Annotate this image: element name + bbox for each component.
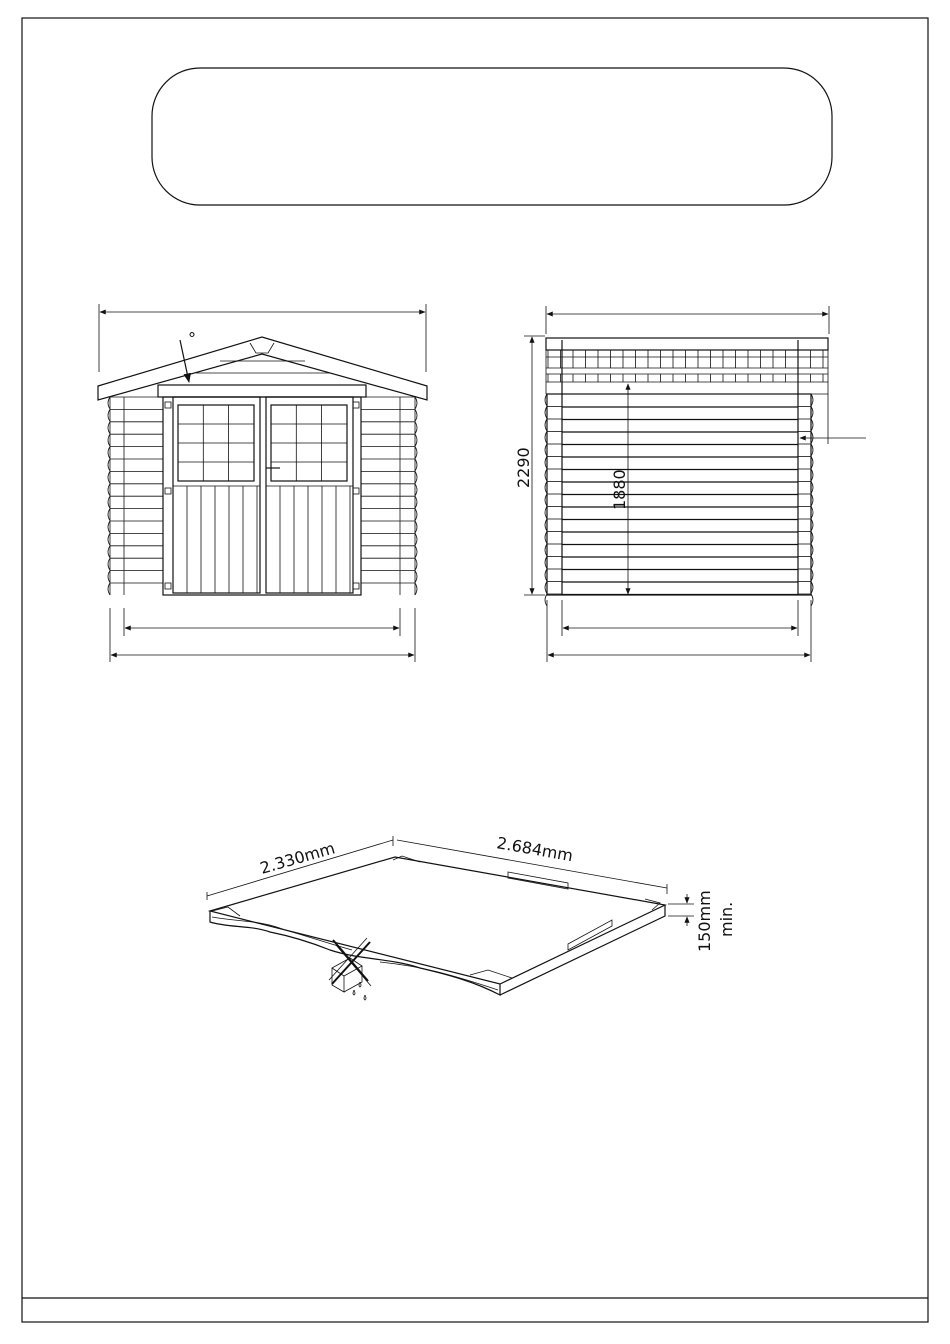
foundation-drawing bbox=[207, 833, 736, 1000]
foundation-width-label: 2.330mm bbox=[257, 838, 338, 878]
side-view-drawing bbox=[514, 306, 866, 662]
hinge-icon bbox=[165, 402, 171, 408]
foundation-depth-label: 2.684mm bbox=[495, 833, 575, 866]
total-height-label: 2290 bbox=[514, 447, 533, 488]
roof-angle-mark: ° bbox=[188, 329, 196, 348]
hinge-icon bbox=[165, 488, 171, 494]
page-border bbox=[22, 18, 928, 1322]
title-box bbox=[152, 68, 832, 205]
hinge-icon bbox=[353, 402, 359, 408]
min-height-label: 150mm bbox=[695, 890, 714, 952]
hinge-icon bbox=[165, 583, 171, 589]
min-height-suffix: min. bbox=[717, 901, 736, 937]
hinge-icon bbox=[353, 488, 359, 494]
hinge-icon bbox=[353, 583, 359, 589]
wall-height-label: 1880 bbox=[610, 469, 629, 510]
no-moisture-icon bbox=[329, 938, 371, 1000]
front-view-drawing bbox=[98, 304, 427, 662]
